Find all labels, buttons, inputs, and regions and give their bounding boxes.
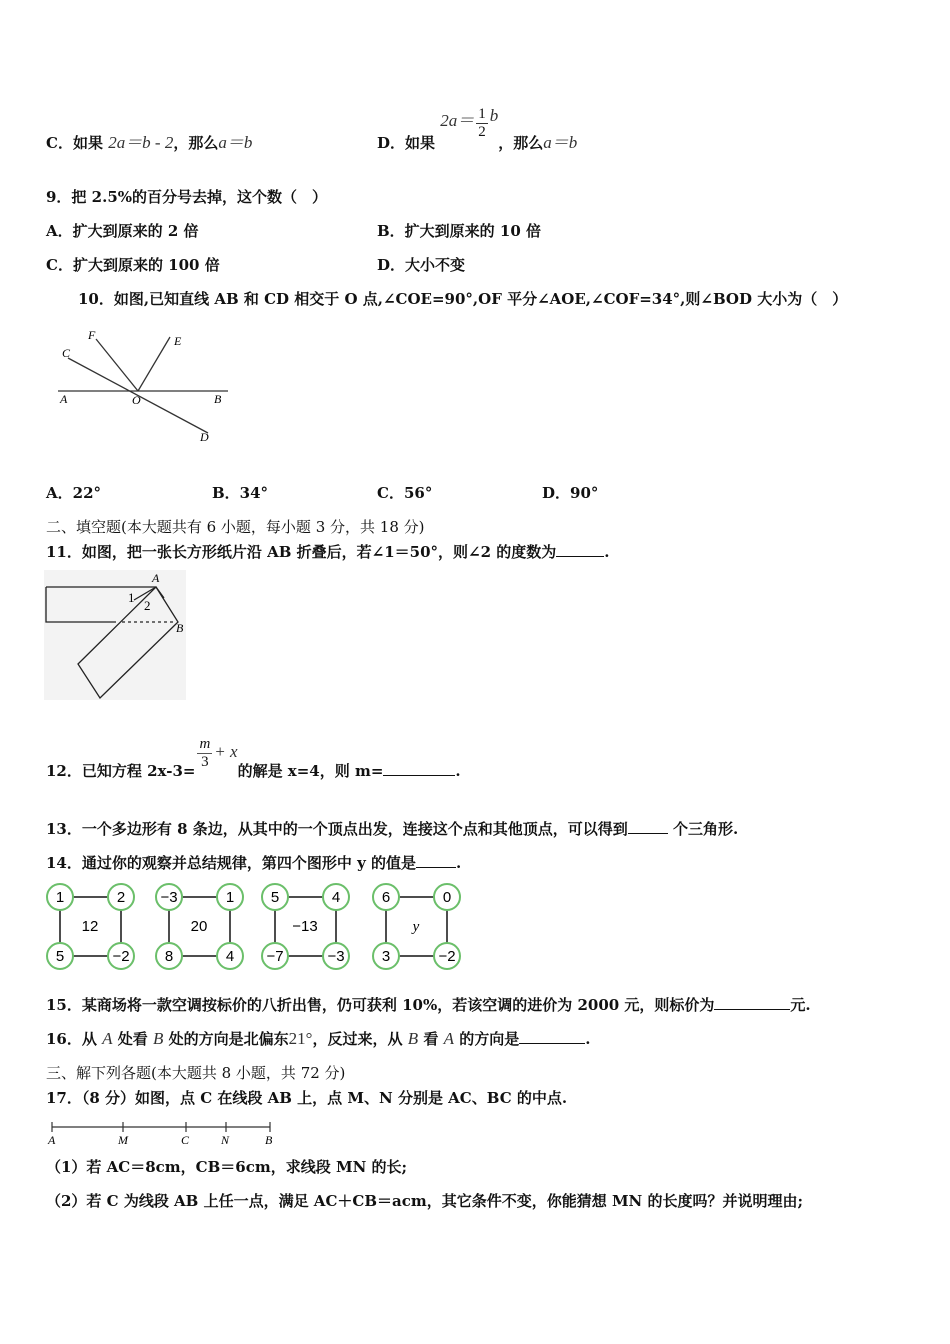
q12-stem: 12．已知方程 2x-3= $\frac{m}{3}$ + x的解是 x=4，则 m= .: [46, 736, 461, 780]
section-3-heading: 三、解下列各题(本大题共 8 小题，共 72 分): [46, 1064, 346, 1082]
q9-option-d: D．大小不变: [377, 256, 466, 274]
q15-stem: 15．某商场将一款空调按标价的八折出售，仍可获利 10%，若该空调的进价为 2000 元，则标价为 元.: [46, 996, 811, 1014]
q14-s4-tl: 6: [381, 889, 391, 906]
q14-s1-tr: 2: [116, 889, 126, 906]
q10-label-b: B: [214, 392, 222, 406]
q14-s2-br: 4: [225, 948, 235, 965]
q11-stem: 11．如图，把一张长方形纸片沿 AB 折叠后，若∠1＝50°，则∠2 的度数为 .: [46, 543, 610, 561]
q14-figure: [44, 880, 469, 976]
q14-s3-tl: 5: [270, 889, 280, 906]
q10-option-c: C．56°: [377, 484, 433, 502]
q14-s3-br: −3: [327, 948, 345, 965]
q9-option-b: B．扩大到原来的 10 倍: [377, 222, 541, 240]
q8-c-expr: 2a＝b - 2: [108, 133, 174, 152]
q14-square-3: [262, 884, 349, 969]
q14-s3-tr: 4: [331, 889, 341, 906]
q17-part-2: （2）若 C 为线段 AB 上任一点，满足 AC＋CB＝acm，其它条件不变，你能猜想 MN 的长度吗？并说明理由;: [46, 1192, 804, 1210]
q11-figure: [44, 570, 189, 702]
q11-label-b: B: [176, 621, 184, 635]
q11-angle-1: 1: [128, 590, 135, 605]
q17-label-c: C: [181, 1133, 190, 1147]
q14-s4-center: y: [412, 919, 420, 935]
q14-s2-bl: 8: [164, 948, 174, 965]
q13-stem: 13．一个多边形有 8 条边，从其中的一个顶点出发，连接这个点和其他顶点，可以得到 个三角形.: [46, 820, 739, 838]
q14-s3-center: −13: [292, 918, 318, 935]
q14-s2-tl: −3: [160, 889, 178, 906]
q14-s4-br: −2: [438, 948, 456, 965]
q14-s3-bl: −7: [266, 948, 284, 965]
q9-stem: 9．把 2.5%的百分号去掉，这个数（ ）: [46, 188, 328, 206]
q14-s2-center: 20: [190, 918, 208, 935]
q8-option-c: C．如果 2a＝b - 2，那么a＝b: [46, 133, 253, 152]
q14-s4-tr: 0: [442, 889, 452, 906]
q14-s1-bl: 5: [55, 948, 65, 965]
q10-stem: 10．如图,已知直线 AB 和 CD 相交于 O 点,∠COE=90°,OF 平分∠AOE,∠COF=34°,则∠BOD 大小为（ ）: [78, 290, 848, 308]
q14-s2-tr: 1: [225, 889, 235, 906]
q17-figure: [44, 1118, 280, 1148]
q11-label-a: A: [152, 571, 160, 585]
q17-label-n: N: [221, 1133, 230, 1147]
q14-s4-bl: 3: [381, 948, 391, 965]
q14-answer-blank[interactable]: [416, 853, 456, 868]
q17-label-m: M: [118, 1133, 128, 1147]
q17-stem: 17．（8 分）如图，点 C 在线段 AB 上，点 M、N 分别是 AC、BC 的中点.: [46, 1089, 568, 1107]
q11-answer-blank[interactable]: [556, 542, 604, 557]
q16-stem: 16．从 A 处看 B 处的方向是北偏东21°，反过来，从 B 看 A 的方向是 .: [46, 1029, 591, 1048]
q14-s1-tl: 1: [55, 889, 65, 906]
q9-option-a: A．扩大到原来的 2 倍: [46, 222, 199, 240]
q17-part-1: （1）若 AC＝8cm，CB＝6cm，求线段 MN 的长;: [46, 1158, 408, 1176]
q13-answer-blank[interactable]: [628, 819, 668, 834]
q12-answer-blank[interactable]: [383, 761, 455, 776]
q10-option-b: B．34°: [212, 484, 269, 502]
q8-c-conclusion: a＝b: [218, 133, 253, 152]
q10-option-d: D．90°: [542, 484, 599, 502]
q10-label-e: E: [174, 334, 182, 348]
q15-answer-blank[interactable]: [714, 995, 790, 1010]
q14-s1-center: 12: [81, 918, 99, 935]
q14-square-2: [156, 884, 243, 969]
section-2-heading: 二、填空题(本大题共有 6 小题，每小题 3 分，共 18 分): [46, 518, 425, 536]
q10-label-c: C: [62, 346, 71, 360]
q10-option-a: A．22°: [46, 484, 102, 502]
q14-square-4: [373, 884, 460, 969]
q10-label-a: A: [60, 392, 68, 406]
q17-label-a: A: [48, 1133, 56, 1147]
q10-label-d: D: [200, 430, 209, 444]
q16-answer-blank[interactable]: [519, 1029, 585, 1044]
q11-angle-2: 2: [144, 598, 151, 613]
q14-square-1: [47, 884, 134, 969]
q12-fraction: $\frac{m}{3}$: [199, 736, 211, 770]
q8-option-d: D．如果 2a＝ $\frac{1}{2}$ b，那么a＝b: [377, 106, 578, 152]
q10-label-f: F: [88, 328, 96, 342]
q8-d-fraction: $\frac{1}{2}$: [478, 106, 486, 140]
q14-stem: 14．通过你的观察并总结规律，第四个图形中 y 的值是 .: [46, 854, 462, 872]
q10-label-o: O: [132, 393, 141, 407]
q17-label-b: B: [265, 1133, 273, 1147]
q14-s1-br: −2: [112, 948, 130, 965]
q10-figure: [50, 325, 240, 450]
q9-option-c: C．扩大到原来的 100 倍: [46, 256, 220, 274]
